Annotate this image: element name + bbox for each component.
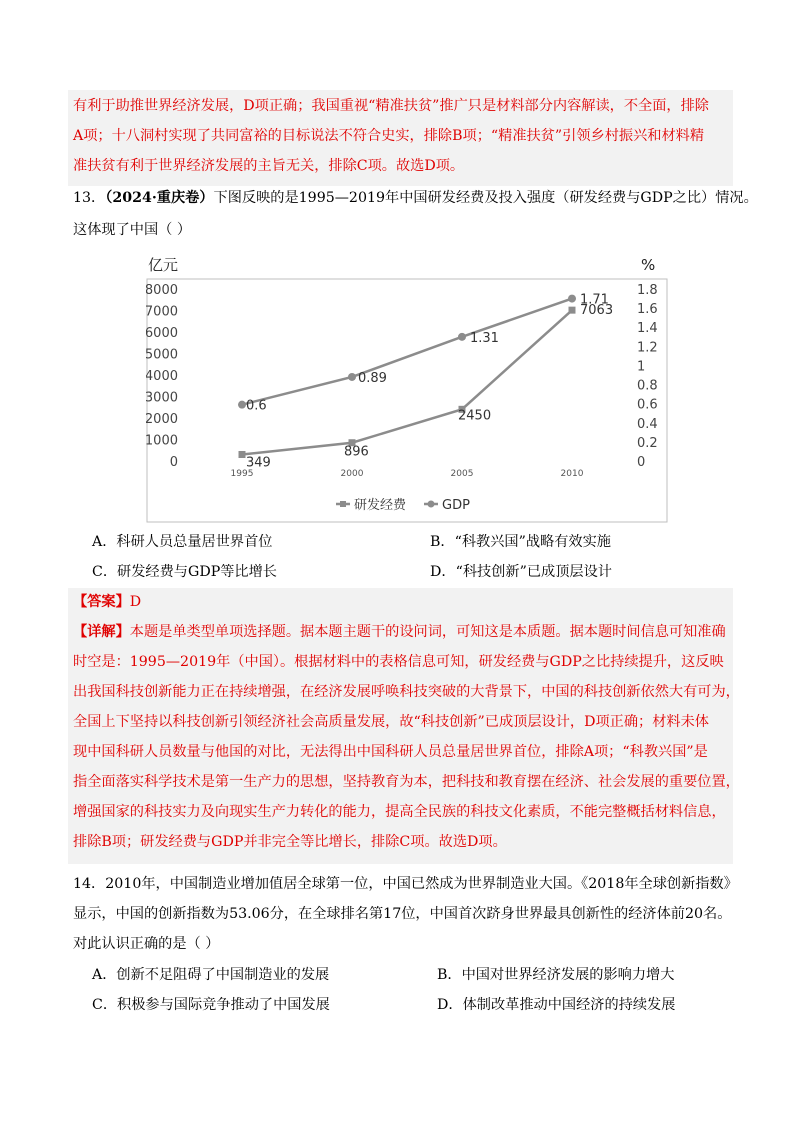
right-tick-label: 0.4: [637, 416, 658, 432]
q14-option-b[interactable]: B．中国对世界经济发展的影响力增大: [437, 967, 675, 983]
right-tick-label: 1.2: [637, 340, 658, 356]
q14-option-c[interactable]: C．积极参与国际竞争推动了中国发展: [92, 997, 330, 1013]
left-tick-label: 2000: [146, 412, 178, 427]
detail-line: 全国上下坚持以科技创新引领经济社会高质量发展，故“科技创新”已成顶层设计，D项正确；材料未体: [73, 714, 709, 730]
question-source: （2024·重庆卷）: [105, 190, 214, 206]
left-tick-label: 0: [169, 455, 178, 470]
left-tick-label: 3000: [146, 390, 178, 406]
q13-option-d[interactable]: D．“科技创新”已成顶层设计: [430, 564, 612, 580]
left-tick-label: 5000: [146, 347, 178, 363]
left-tick-label: 6000: [146, 326, 178, 341]
right-tick-label: 0.2: [637, 435, 658, 451]
detail-line: 指全面落实科学技术是第一生产力的思想，坚持教育为本，把科技和教育摆在经济、社会发展的重要位置，: [73, 774, 740, 790]
data-point-rd: [569, 307, 576, 314]
question-number: 13．: [73, 190, 106, 206]
legend-marker-gdp: [428, 501, 435, 508]
explanation-line: 有利于助推世界经济发展，D项正确；我国重视“精准扶贫”推广只是材料部分内容解读，不全面，排除: [73, 98, 709, 114]
data-label: 1.31: [470, 330, 499, 346]
legend-label-gdp: GDP: [442, 498, 470, 513]
detail-line: 排除B项；研发经费与GDP并非完全等比增长，排除C项。故选D项。: [73, 834, 507, 850]
detail-line: [73, 622, 726, 642]
data-label: 2450: [458, 408, 492, 424]
legend-label-rd: 研发经费: [354, 498, 407, 513]
detail-line: 时空是：1995—2019年（中国）。根据材料中的表格信息可知，研发经费与GDP之比持续提升，这反映: [73, 654, 724, 670]
q13-option-b[interactable]: B．“科教兴国”战略有效实施: [430, 534, 611, 550]
right-tick-label: 1: [637, 359, 646, 375]
explanation-line: 准扶贫有利于世界经济发展的主旨无关，排除C项。故选D项。: [73, 158, 465, 174]
data-point-gdp: [458, 333, 466, 341]
right-tick-label: 1.4: [637, 321, 658, 337]
answer-value: D: [129, 594, 142, 610]
question-14-stem: 对此认识正确的是（ ）: [73, 936, 220, 952]
right-tick-label: 0.6: [637, 397, 658, 413]
left-tick-label: 7000: [146, 304, 178, 320]
data-label: 349: [246, 455, 271, 471]
detail-label: 【详解】: [73, 624, 130, 640]
data-point-gdp: [568, 295, 576, 303]
explanation-line: A项；十八洞村实现了共同富裕的目标说法不符合史实，排除B项；“精准扶贫”引领乡村振兴和材料精: [73, 128, 705, 144]
data-point-rd: [239, 451, 246, 458]
chart-svg: [146, 253, 668, 523]
detail-line: 现中国科研人员数量与他国的对比，无法得出中国科研人员总量居世界首位，排除A项；“科教兴国”是: [73, 744, 708, 760]
right-tick-label: 0: [637, 455, 646, 470]
detail-line: 增强国家的科技实力及向现实生产力转化的能力，提高全民族的科技文化素质，不能完整概括材料信息，: [73, 804, 726, 820]
right-tick-label: 1.6: [637, 302, 658, 318]
q14-option-a[interactable]: A．创新不足阻碍了中国制造业的发展: [92, 967, 330, 983]
data-label: 0.6: [246, 398, 267, 414]
question-text: 下图反映的是1995—2019年中国研发经费及投入强度（研发经费与GDP之比）情况。: [213, 190, 758, 206]
x-tick-label: 1995: [230, 469, 254, 479]
left-axis-unit: 亿元: [148, 256, 179, 274]
question-14-stem: 显示，中国的创新指数为53.06分，在全球排名第17位，中国首次跻身世界最具创新性的经济体前20名。: [73, 906, 732, 922]
answer-label: 【答案】: [73, 594, 130, 610]
detail-line: 出我国科技创新能力正在持续增强，在经济发展呼唤科技突破的大背景下，中国的科技创新依然大有可为，: [73, 684, 740, 700]
data-label: 1.71: [580, 292, 609, 308]
x-tick-label: 2005: [450, 469, 474, 479]
data-label: 0.89: [358, 370, 387, 386]
x-tick-label: 2000: [340, 469, 364, 479]
right-axis-unit: %: [641, 256, 656, 274]
data-point-gdp: [348, 373, 356, 381]
q13-option-a[interactable]: A．科研人员总量居世界首位: [92, 534, 273, 550]
data-point-gdp: [238, 401, 246, 409]
left-tick-label: 4000: [146, 369, 178, 384]
rd-gdp-chart: [146, 253, 668, 523]
x-tick-label: 2010: [560, 469, 584, 479]
left-tick-label: 1000: [146, 433, 178, 449]
q14-option-d[interactable]: D．体制改革推动中国经济的持续发展: [437, 997, 676, 1013]
question-14-stem: 14．2010年，中国制造业增加值居全球第一位，中国已然成为世界制造业大国。《2018年全球创新指数》: [73, 876, 738, 892]
right-tick-label: 1.8: [637, 283, 658, 298]
question-13-stem-cont: 这体现了中国（ ）: [73, 222, 192, 238]
data-label: 896: [344, 444, 369, 460]
legend-marker-rd: [340, 501, 346, 507]
right-tick-label: 0.8: [637, 378, 658, 394]
q13-option-c[interactable]: C．研发经费与GDP等比增长: [92, 564, 277, 580]
answer-line: [73, 592, 141, 612]
question-13-stem: [73, 188, 758, 208]
detail-text: 本题是单类型单项选择题。据本题主题干的设问词，可知这是本质题。据本题时间信息可知准确: [129, 624, 726, 640]
data-label: 7063: [580, 303, 614, 319]
left-tick-label: 8000: [146, 283, 178, 298]
